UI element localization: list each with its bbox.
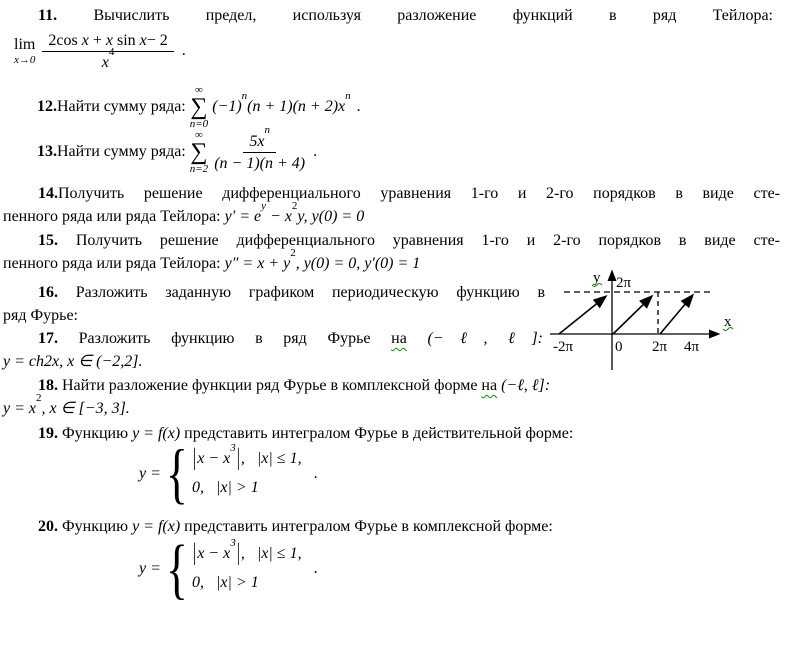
piecewise-row-2: [192, 573, 302, 593]
spellcheck-word: на: [481, 377, 498, 394]
formula-domain: , x ∈ [−3, 3].: [41, 400, 130, 417]
ode-exponent: 2: [290, 246, 296, 259]
sum-upper-limit: ∞: [195, 129, 203, 141]
problem-15-line1: [3, 231, 780, 251]
ode-conditions: , y(0) = 0, y′(0) = 1: [295, 255, 421, 272]
num-token: sin: [116, 32, 140, 49]
spellcheck-word: на: [391, 330, 407, 347]
limit-operator: [14, 37, 35, 66]
problem-15-text1: Получить решение дифференциального уравнения 1-го и 2-го порядков в виде сте-: [75, 232, 781, 249]
problem-16-text2: ряд Фурье:: [3, 307, 78, 324]
row-comma: ,: [240, 450, 245, 467]
problem-11-text: Вычислить предел, используя разложение функций в ряд Тейлора:: [93, 7, 774, 24]
row-body: x − x: [197, 545, 231, 562]
fraction-denominator: (n − 1)(n + 4): [214, 154, 306, 172]
problem-20-number: 20.: [38, 518, 58, 535]
formula-period: .: [181, 42, 186, 60]
ode-equation: y″ = x + y: [224, 255, 291, 272]
problem-16-line2: [3, 306, 78, 326]
formula-period: .: [356, 98, 361, 116]
lim-subscript: x→0: [14, 54, 36, 67]
problem-18-text: Найти разложение функции ряд Фурье в комплексной форме: [62, 377, 478, 394]
lim-word: lim: [14, 36, 36, 54]
problem-17-line1: [3, 329, 543, 349]
piecewise-row-1: [192, 536, 302, 566]
piecewise-brace: {: [165, 530, 188, 605]
piecewise-lhs: y =: [139, 464, 161, 482]
problem-19-text-pre: Функцию: [62, 425, 129, 442]
problem-20-text-pre: Функцию: [62, 518, 129, 535]
problem-14-text1: Получить решение дифференциального уравнения 1-го и 2-го порядков в виде сте-: [58, 185, 780, 202]
problem-11-number: 11.: [38, 7, 58, 24]
sum-operator: [190, 85, 208, 130]
piecewise-row-2: [192, 478, 302, 498]
problem-20-line1: [3, 517, 553, 537]
problem-17-formula: y = ch2x, x ∈ (−2,2].: [3, 353, 143, 370]
problem-12-text: Найти сумму ряда:: [57, 98, 186, 116]
problem-17-number: 17.: [38, 330, 58, 347]
ode-exponent: 2: [291, 199, 298, 212]
y-axis-label: y: [593, 270, 601, 286]
function-notation: y = f(x): [132, 425, 181, 442]
problem-15-text2: пенного ряда или ряда Тейлора:: [3, 255, 221, 272]
num-token: 5x: [249, 132, 265, 150]
sum-upper-limit: ∞: [195, 84, 203, 96]
abs-bar: |: [236, 445, 240, 471]
problem-14-text2: пенного ряда или ряда Тейлора:: [3, 208, 221, 225]
piecewise-row-1: [192, 441, 302, 471]
series-exponent: n: [345, 89, 351, 102]
problem-14-number: 14.: [38, 185, 58, 202]
num-exponent: n: [264, 124, 270, 137]
row-body: x − x: [197, 450, 231, 467]
fraction-numerator: [243, 124, 276, 153]
num-token: x: [81, 32, 89, 49]
row-comma: ,: [240, 545, 245, 562]
row-condition: |x| ≤ 1,: [256, 450, 302, 467]
problem-12-line: [37, 85, 361, 130]
ode-equation: y′ = e: [224, 208, 262, 225]
ode-exponent: y: [261, 199, 267, 212]
row-exponent: 3: [230, 536, 236, 549]
problem-12-number: 12.: [37, 98, 57, 116]
x-tick-neg-2pi: -2π: [553, 339, 574, 355]
abs-bar: |: [193, 445, 197, 471]
piecewise-rows: [192, 536, 302, 593]
ode-conditions: y, y(0) = 0: [297, 208, 365, 225]
row-exponent: 3: [230, 441, 236, 454]
sum-lower-limit: n=0: [189, 117, 209, 130]
interval-notation: (−ℓ, ℓ]:: [501, 377, 551, 394]
problem-14-line2: [3, 199, 365, 227]
formula-period: .: [313, 559, 318, 577]
y-tick-label: 2π: [616, 275, 632, 291]
ramp-3: [660, 296, 692, 334]
problem-11-line: [3, 6, 773, 26]
function-notation: y = f(x): [132, 518, 181, 535]
abs-bar: |: [236, 540, 240, 566]
sigma-symbol: ∑: [190, 139, 208, 165]
num-token: − 2: [146, 32, 168, 49]
formula-exponent: 2: [36, 391, 42, 404]
x-tick-4pi: 4π: [684, 339, 700, 355]
problem-16-line1: [3, 283, 545, 303]
problem-13-number: 13.: [37, 143, 57, 161]
series-term: (−1): [212, 98, 242, 116]
problem-19-text-post: представить интегралом Фурье в действительной форме:: [184, 425, 574, 442]
problem-16-sawtooth-graph: [548, 266, 785, 372]
fraction: [42, 31, 173, 72]
problem-16-text1: Разложить заданную графиком периодическую функцию в: [75, 284, 546, 301]
den-exponent: 4: [108, 45, 115, 58]
ode-equation: − x: [266, 208, 292, 225]
row-body: 0,: [192, 574, 204, 591]
problem-18-number: 18.: [38, 377, 58, 394]
problem-16-number: 16.: [38, 284, 58, 301]
problem-13-text: Найти сумму ряда:: [57, 143, 186, 161]
ramp-1: [559, 297, 605, 334]
interval-notation: (−ℓ, ℓ]:: [427, 330, 543, 347]
problem-15-number: 15.: [38, 232, 58, 249]
formula-body: y = x: [3, 400, 36, 417]
row-condition: |x| ≤ 1,: [256, 545, 302, 562]
ramp-2: [613, 297, 651, 334]
abs-bar: |: [193, 540, 197, 566]
x-axis-label: x: [724, 314, 732, 330]
problem-13-line: [37, 124, 318, 175]
sigma-symbol: ∑: [190, 94, 208, 120]
row-condition: |x| > 1: [216, 479, 259, 496]
problem-15-line2: [3, 246, 421, 274]
formula-period: .: [313, 143, 318, 161]
num-token: x: [105, 32, 117, 49]
num-token: x: [139, 32, 147, 49]
den-base: x: [101, 54, 109, 72]
piecewise-lhs: y =: [139, 559, 161, 577]
sum-operator: [190, 130, 208, 175]
sum-lower-limit: n=2: [189, 162, 209, 175]
problem-18-formula: [3, 391, 130, 419]
problem-19-number: 19.: [38, 425, 58, 442]
problem-19-line1: [3, 424, 573, 444]
piecewise-brace: {: [165, 435, 188, 510]
formula-period: .: [313, 464, 318, 482]
problem-17-text: Разложить функцию в ряд Фурье: [78, 330, 371, 347]
problem-11-formula: [14, 31, 186, 72]
num-token: +: [88, 32, 106, 49]
fraction-denominator: [101, 45, 115, 72]
problem-20-piecewise: [139, 530, 318, 605]
x-tick-2pi: 2π: [652, 339, 668, 355]
problem-14-line1: [3, 184, 780, 204]
problem-20-text-post: представить интегралом Фурье в комплексной форме:: [184, 518, 553, 535]
row-condition: |x| > 1: [216, 574, 259, 591]
num-token: 2cos: [48, 32, 82, 49]
piecewise-rows: [192, 441, 302, 498]
problem-19-piecewise: [139, 435, 318, 510]
fraction: [214, 124, 306, 173]
x-tick-0: 0: [615, 339, 623, 355]
problem-18-line1: [3, 376, 550, 396]
series-term: (n + 1)(n + 2)x: [247, 98, 346, 116]
series-exponent: n: [241, 89, 248, 102]
row-body: 0,: [192, 479, 204, 496]
